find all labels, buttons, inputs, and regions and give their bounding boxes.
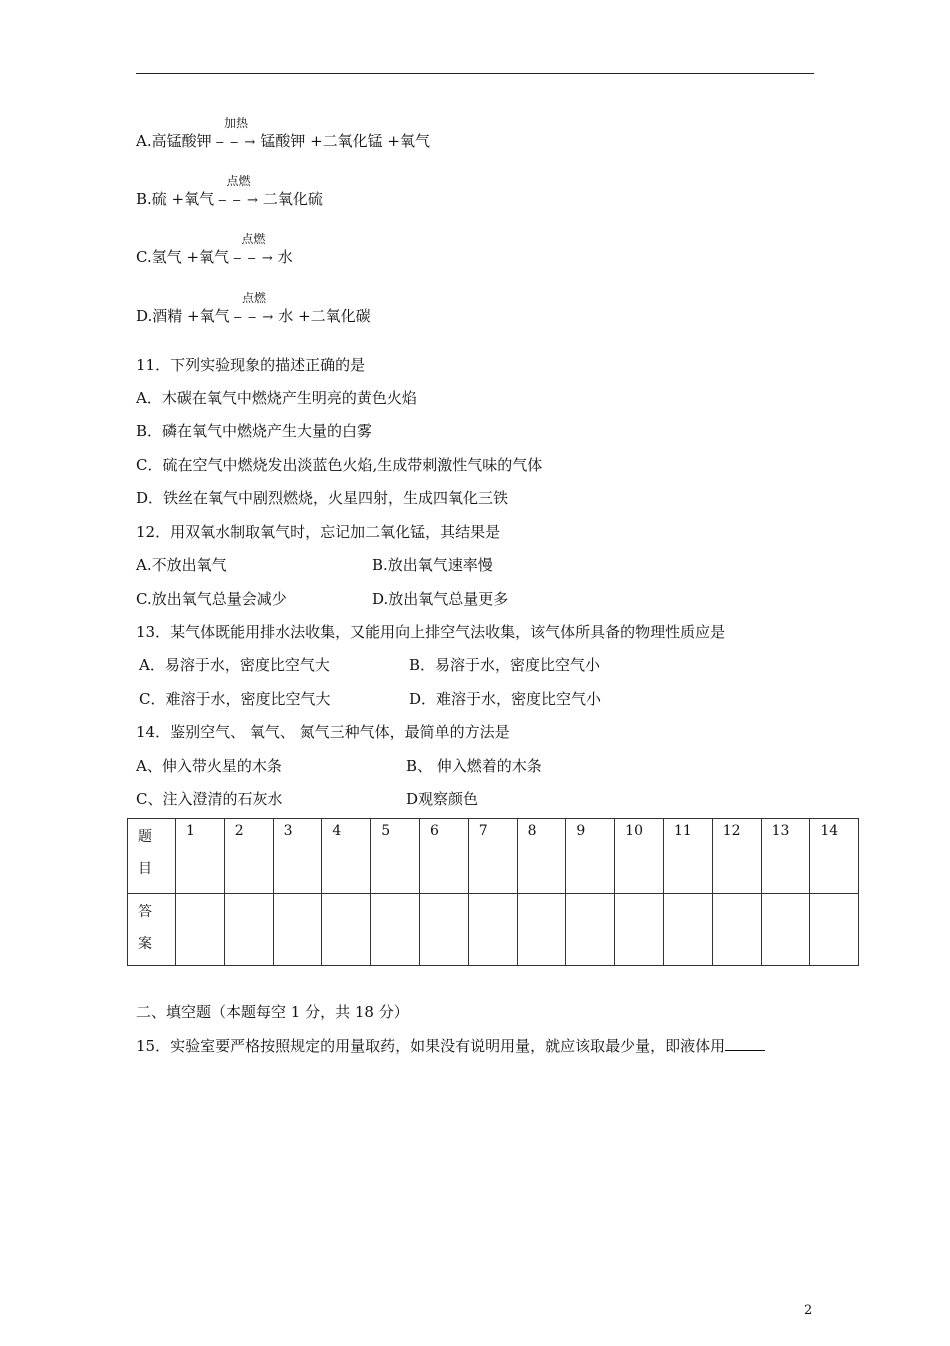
reaction-arrow: 点燃 ‒ ‒ → — [233, 232, 274, 266]
answer-table — [127, 818, 859, 966]
q11-option-d: D．铁丝在氧气中剧烈燃烧，火星四射，生成四氧化三铁 — [136, 489, 509, 507]
answer-cell[interactable] — [371, 894, 420, 966]
answer-cell[interactable] — [176, 894, 225, 966]
q11-stem: 11．下列实验现象的描述正确的是 — [136, 356, 366, 374]
answer-cell[interactable] — [810, 894, 859, 966]
answer-label-cell: 答 案 — [128, 894, 176, 966]
q14-option-b: B、 伸入燃着的木条 — [406, 757, 542, 775]
q13-option-b: B．易溶于水，密度比空气小 — [409, 656, 601, 674]
q15-blank[interactable] — [725, 1036, 765, 1051]
section2-title: 二、填空题（本题每空 1 分，共 18 分） — [136, 1003, 409, 1021]
q12-option-a: A.不放出氧气 — [136, 556, 227, 574]
answer-cell[interactable] — [468, 894, 517, 966]
page-number: 2 — [804, 1303, 813, 1318]
reaction-right: 水 +二氧化碳 — [278, 307, 371, 325]
reaction-right: 锰酸钾 +二氧化锰 +氧气 — [260, 132, 430, 150]
q13-option-d: D．难溶于水，密度比空气小 — [409, 690, 602, 708]
q14-options-row2 — [136, 789, 478, 809]
answer-cell[interactable] — [273, 894, 322, 966]
q13-stem: 13．某气体既能用排水法收集，又能用向上排空气法收集，该气体所具备的物理性质应是 — [136, 623, 726, 641]
answer-cell[interactable] — [663, 894, 712, 966]
question-number-cell: 13 — [761, 819, 810, 894]
q11-option-c: C．硫在空气中燃烧发出淡蓝色火焰,生成带刺激性气味的气体 — [136, 456, 543, 474]
q13-option-c: C．难溶于水，密度比空气大 — [139, 690, 331, 708]
q12-options-row1 — [136, 555, 493, 575]
q12-option-b: B.放出氧气速率慢 — [372, 556, 493, 574]
question-number-cell: 1 — [176, 819, 225, 894]
q14-option-a: A、伸入带火星的木条 — [136, 757, 282, 775]
q11-option-b: B．磷在氧气中燃烧产生大量的白雾 — [136, 422, 373, 440]
reaction-left: D.酒精 +氧气 — [136, 307, 230, 325]
reaction-right: 水 — [277, 248, 293, 266]
reaction-c — [136, 232, 293, 269]
question-number-cell: 6 — [419, 819, 468, 894]
reaction-left: C.氢气 +氧气 — [136, 248, 230, 266]
q14-stem: 14．鉴别空气、 氧气、 氮气三种气体，最简单的方法是 — [136, 723, 510, 741]
q11-option-a: A．木碳在氧气中燃烧产生明亮的黄色火焰 — [136, 389, 417, 407]
answer-cell[interactable] — [224, 894, 273, 966]
q13-options-row1 — [139, 655, 600, 675]
question-number-cell: 5 — [371, 819, 420, 894]
reaction-arrow: 加热 ‒ ‒ → — [215, 116, 257, 150]
q13-options-row2 — [139, 689, 601, 709]
header-rule — [136, 73, 814, 74]
q12-options-row2 — [136, 589, 508, 609]
reaction-condition: 点燃 — [226, 174, 251, 188]
reaction-condition: 加热 — [223, 116, 248, 130]
answer-cell[interactable] — [761, 894, 810, 966]
question-number-cell: 14 — [810, 819, 859, 894]
table-row-answers — [128, 894, 859, 966]
reaction-condition: 点燃 — [241, 232, 266, 246]
q12-option-c: C.放出氧气总量会减少 — [136, 590, 287, 608]
question-number-cell: 7 — [468, 819, 517, 894]
q14-options-row1 — [136, 756, 542, 776]
q15-text: 15．实验室要严格按照规定的用量取药，如果没有说明用量，就应该取最少量，即液体用 — [136, 1037, 726, 1055]
answer-cell[interactable] — [615, 894, 664, 966]
table-row-numbers — [128, 819, 859, 894]
reaction-b — [136, 174, 323, 211]
question-number-cell: 9 — [566, 819, 615, 894]
answer-cell[interactable] — [566, 894, 615, 966]
question-number-cell: 8 — [517, 819, 566, 894]
reaction-d — [136, 291, 371, 328]
q12-stem: 12．用双氧水制取氧气时，忘记加二氧化锰，其结果是 — [136, 523, 501, 541]
reaction-left: B.硫 +氧气 — [136, 190, 215, 208]
answer-cell[interactable] — [419, 894, 468, 966]
q15-line — [136, 1036, 765, 1056]
reaction-condition: 点燃 — [241, 291, 266, 305]
question-number-cell: 12 — [712, 819, 761, 894]
answer-cell[interactable] — [712, 894, 761, 966]
reaction-a — [136, 116, 430, 153]
question-number-cell: 11 — [663, 819, 712, 894]
answer-cell[interactable] — [322, 894, 371, 966]
reaction-arrow: 点燃 ‒ ‒ → — [218, 174, 259, 208]
q14-option-d: D观察颜色 — [406, 790, 479, 808]
answer-cell[interactable] — [517, 894, 566, 966]
question-number-cell: 10 — [615, 819, 664, 894]
question-number-cell: 4 — [322, 819, 371, 894]
reaction-arrow: 点燃 ‒ ‒ → — [233, 291, 275, 325]
question-number-cell: 2 — [224, 819, 273, 894]
reaction-right: 二氧化硫 — [262, 190, 323, 208]
q14-option-c: C、注入澄清的石灰水 — [136, 790, 283, 808]
reaction-left: A.高锰酸钾 — [136, 132, 212, 150]
q13-option-a: A．易溶于水，密度比空气大 — [139, 656, 330, 674]
question-number-cell: 3 — [273, 819, 322, 894]
q12-option-d: D.放出氧气总量更多 — [372, 590, 509, 608]
header-label-cell: 题 目 — [128, 819, 176, 894]
